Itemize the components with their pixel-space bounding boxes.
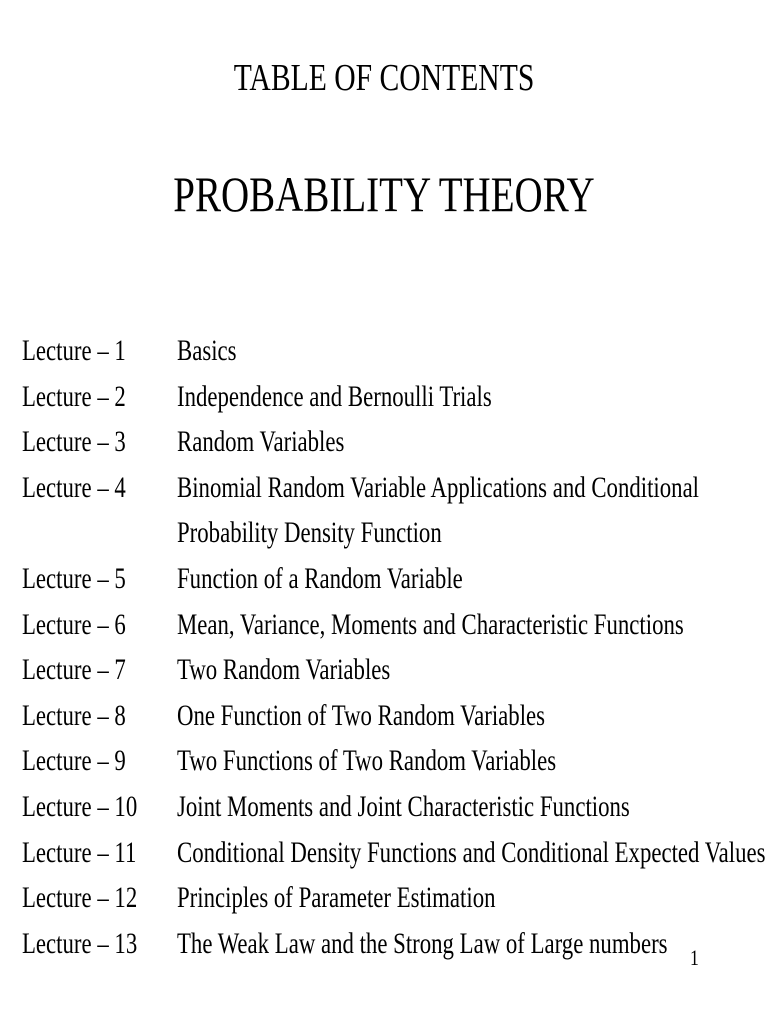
lecture-number: Lecture – 5 [22, 561, 126, 595]
lecture-topic: Two Random Variables [177, 653, 391, 687]
document-title: PROBABILITY THEORY [173, 166, 595, 222]
lecture-topic: Binomial Random Variable Applications and Conditional [177, 470, 700, 504]
toc-entry-lecture-5 [22, 556, 762, 602]
lecture-number: Lecture – 12 [22, 881, 138, 915]
lecture-number: Lecture – 9 [22, 744, 126, 778]
page-number: 1 [690, 945, 699, 970]
lecture-number: Lecture – 1 [22, 334, 126, 367]
lecture-topic: One Function of Two Random Variables [177, 698, 546, 732]
lecture-number: Lecture – 13 [22, 926, 138, 960]
lecture-topic: Function of a Random Variable [177, 561, 463, 595]
lecture-topic: The Weak Law and the Strong Law of Large numbers [177, 926, 668, 960]
toc-entry-lecture-13 [22, 921, 762, 967]
toc-entry-lecture-10 [22, 784, 762, 830]
toc-entry-lecture-11 [22, 830, 766, 876]
toc-entry-lecture-6 [22, 602, 762, 648]
lecture-number: Lecture – 2 [22, 379, 126, 413]
toc-heading: TABLE OF CONTENTS [233, 57, 535, 99]
toc-entry-lecture-9 [22, 738, 762, 784]
lecture-number: Lecture – 4 [22, 470, 126, 504]
toc-entry-lecture-8 [22, 693, 762, 739]
toc-entry-lecture-3 [22, 419, 762, 465]
lecture-topic: Basics [177, 334, 237, 367]
toc-entry-lecture-12 [22, 875, 762, 921]
lecture-number: Lecture – 8 [22, 698, 126, 732]
toc-entry-lecture-7 [22, 647, 762, 693]
lecture-topic: Principles of Parameter Estimation [177, 881, 496, 915]
lecture-number: Lecture – 7 [22, 653, 126, 687]
lecture-topic: Two Functions of Two Random Variables [177, 744, 557, 778]
lecture-number: Lecture – 11 [22, 835, 137, 869]
toc-entry-lecture-4-continued [22, 510, 762, 556]
lecture-topic: Joint Moments and Joint Characteristic Functions [177, 789, 630, 823]
lecture-topic: Independence and Bernoulli Trials [177, 379, 492, 413]
lecture-topic: Probability Density Function [177, 516, 442, 550]
toc-entry-lecture-2 [22, 374, 762, 420]
lecture-number: Lecture – 3 [22, 425, 126, 459]
lecture-number: Lecture – 6 [22, 607, 126, 641]
toc-entry-lecture-4 [22, 465, 762, 511]
lecture-topic: Conditional Density Functions and Conditional Expected Values [177, 835, 766, 869]
lecture-topic: Random Variables [177, 425, 345, 459]
toc-list [22, 328, 766, 966]
lecture-number: Lecture – 10 [22, 789, 138, 823]
lecture-topic: Mean, Variance, Moments and Characteristic Functions [177, 607, 684, 641]
toc-entry-lecture-1 [22, 328, 762, 374]
